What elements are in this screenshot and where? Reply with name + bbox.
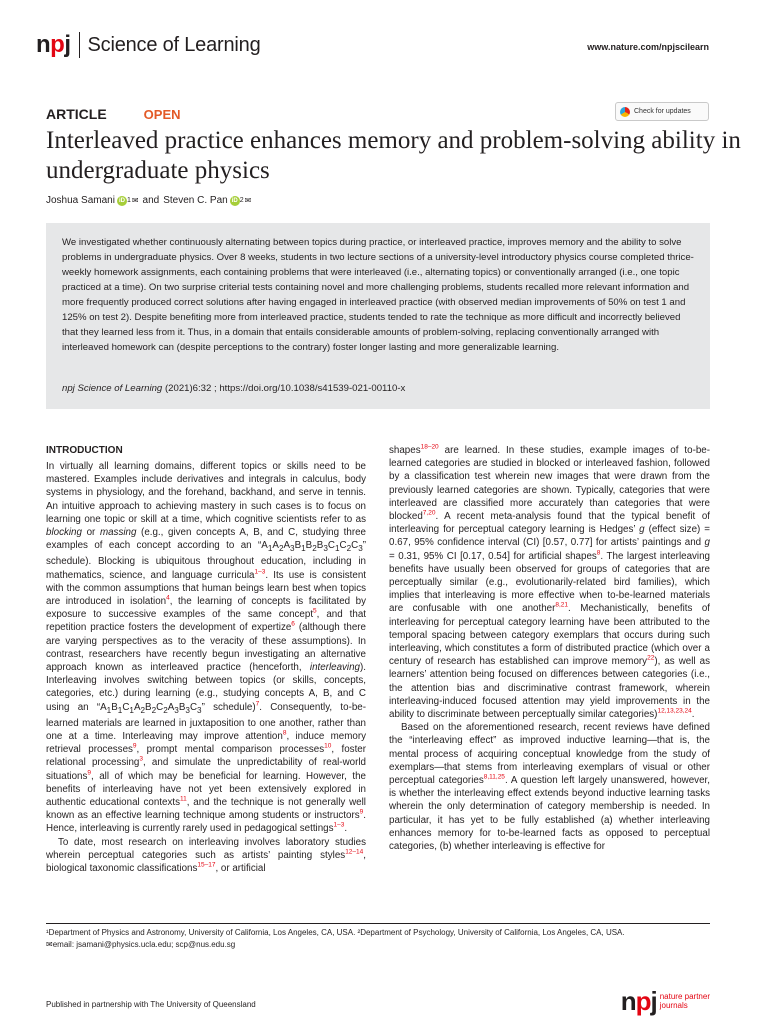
citation-journal: npj Science of Learning [62, 383, 163, 394]
npj-logo: npj [36, 31, 71, 58]
author-and: and [142, 195, 160, 206]
crossmark-icon [620, 107, 630, 117]
author-2[interactable]: Steven C. Pan [163, 195, 228, 206]
body-column-left [46, 444, 366, 875]
journal-brand[interactable] [36, 30, 261, 60]
partner-line-1: nature partner [659, 992, 710, 1001]
check-for-updates-button[interactable] [615, 102, 709, 121]
journal-url[interactable]: www.nature.com/npjscilearn [587, 42, 709, 52]
email-line[interactable]: ✉email: jsamani@physics.ucla.edu; scp@nus.edu.sg [46, 940, 236, 949]
nature-partner-journals-logo [621, 988, 710, 1014]
affiliations-line: ¹Department of Physics and Astronomy, University of California, Los Angeles, CA, USA. ²Department of Psychology, University of California, Los Angeles, CA, USA. [46, 928, 625, 937]
abstract-panel [46, 223, 710, 409]
section-heading-introduction: INTRODUCTION [46, 445, 123, 456]
body-column-right [389, 444, 710, 853]
article-title: Interleaved practice enhances memory and problem-solving ability in undergraduate physics [46, 127, 741, 184]
orcid-icon[interactable]: iD [118, 197, 125, 204]
abstract-text: We investigated whether continuously alternating between topics during practice, or interleaved practice, improves memory and the ability to solve problems in undergraduate physics. Over 8 weeks, students in two lecture sections of a university-level introductory physics course completed thrice-weekly homework assignments, each containing problems that were interleaved (i.e., alternating topics) or conventionally arranged (i.e., one topic practiced at a time). On two surprise criterial tests containing novel and more challenging problems, students recalled more relevant information and more frequently produced correct solutions after having engaged in interleaved practice (with observed median improvements of 50% on test 1 and 125% on test 2). Despite benefiting more from interleaved practice, students tended to rate the technique as more difficult and incorrectly believed that they learned less from it. Thus, in a domain that entails considerable amounts of problem-solving, replacing conventionally arranged with interleaved homework can (despite perceptions to the contrary) foster longer lasting and more generalizable learning. [62, 237, 694, 353]
article-tags [46, 106, 181, 122]
orcid-icon[interactable]: iD [231, 197, 238, 204]
citation-line [62, 383, 405, 394]
publisher-note: Published in partnership with The University of Queensland [46, 1000, 256, 1009]
check-for-updates-label: Check for updates [634, 108, 691, 115]
affiliations-footnote [46, 927, 710, 951]
partner-line-2: journals [659, 1001, 688, 1010]
citation-doi[interactable]: (2021)6:32 ; https://doi.org/10.1038/s41539-021-00110-x [162, 383, 406, 394]
intro-paragraph-1: In virtually all learning domains, different topics or skills need to be mastered. Examples include derivatives and integrals in calculus, body systems in physiology, and the forehand, backhand, and serve in tennis. An intuitive approach to achieving mastery in such cases is to focus on learning one topic or skill at a time, which cognitive scientists refer to as blocking or massing (e.g., given concepts A, B, and C, studying three examples of each concept according to an “$A_1A_2A_3B_1B_2B_3C_1C_2C_3$” schedule). Blocking is ubiquitous throughout education, including in mathematics, science, and language curricula$^{1-3}$. Its use is consistent with the common assumptions that human beings learn best when topics are introduced in isolation$^4$, the learning of concepts is facilitated by exposure to successive examples of the same concept$^5$, and that repetition practice fosters the development of expertize$^6$ (although there are varying perspectives as to the veracity of these assumptions). In contrast, researchers have recently begun investigating an alternative approach known as interleaved practice (henceforth, interleaving). Interleaving involves switching between topics (or skills, concepts, categories, etc.) during learning (e.g., studying concepts A, B, and C using an “$A_1B_1C_1A_2B_2C_2A_3B_3C_3$” schedule)$^7$. Consequently, to-be-learned materials are learned in juxtaposition to one another, rather than one at a time. Interleaving may improve attention$^8$, induce memory retrieval processes$^9$, prompt mental comparison processes$^{10}$, foster relational processing$^3$, and simulate the unpredictability of real-world situations$^9$, all of which may be beneficial for learning. However, the benefits of interleaving have not yet been extensively explored in authentic educational contexts$^{11}$, and the technique is not generally well known as an effective learning technique among students or instructors$^9$. Hence, interleaving is currently rarely used in pedagogical settings$^{1-3}$. [46, 461, 367, 835]
author-list: Joshua Samani iD 1 ✉ and Steven C. Pan iD 2 ✉ [46, 195, 252, 206]
intro-paragraph-2: To date, most research on interleaving involves laboratory studies wherein perceptual categories such as artists’ painting styles$^{12-14}$, biological taxonomic classifications$^{15-17}$, or artificial [46, 836, 366, 874]
author-1[interactable]: Joshua Samani [46, 195, 115, 206]
npj-logo: npj [620, 986, 657, 1016]
partner-words [660, 992, 710, 1010]
article-type: ARTICLE [46, 106, 107, 122]
journal-name: Science of Learning [87, 34, 261, 56]
intro-paragraph-3: Based on the aforementioned research, recent reviews have defined the “interleaving effect” as improved inductive learning—that is, the mental process of acquiring conceptual knowledge from the study of exemplars—that stems from interleaving exemplars of visual or other perceptual categories$^{8,11,25}$. A question left largely unanswered, however, is whether the interleaving effect extends beyond inductive learning tasks wherein the only determination of category membership is needed. In particular, it has yet to be fully established (a) whether interleaving enhances memory for to-be-learned facts as opposed to perceptual categories, (b) whether interleaving is effective for [389, 722, 710, 853]
open-access-tag: OPEN [143, 107, 181, 122]
intro-paragraph-2-cont: shapes$^{18-20}$ are learned. In these studies, example images of to-be-learned categories are studied in blocked or interleaved fashion, followed by a classification test wherein new images that were drawn from the previously learned categories are shown. Typically, categories that were interleaved are classified more accurately than categories that were blocked$^{7,20}$. A recent meta-analysis found that the typical benefit of interleaving for perceptual category learning is Hedges’ g (effect size) = 0.67, 95% confidence interval (CI) [0.57, 0.77] for artists’ paintings and g = 0.31, 95% CI [0.17, 0.54] for artificial shapes$^8$. The largest interleaving benefits have usually been observed for groups of categories that are perceptually similar (e.g., evolutionarily-related bird families), which implies that interleaving is more effective when to-be-learned materials are confusable with one another$^{8,21}$. Mechanistically, benefits of interleaving for perceptual category learning have been attributed to the temporal spacing between category exemplars that occurs during such interleaving, which constitutes a form of distributed practice (which over a century of research has established can improve memory$^{22}$), as well as learners’ attention being focused on differences between categories (i.e., the attention bias and discriminative contrast framework, wherein interleaving-induced focused attention may yield improvements in the ability to discriminate between perceptually similar categories)$^{12,13,23,24}$. [389, 443, 710, 721]
brand-divider [79, 32, 80, 58]
footnote-rule [46, 923, 710, 924]
